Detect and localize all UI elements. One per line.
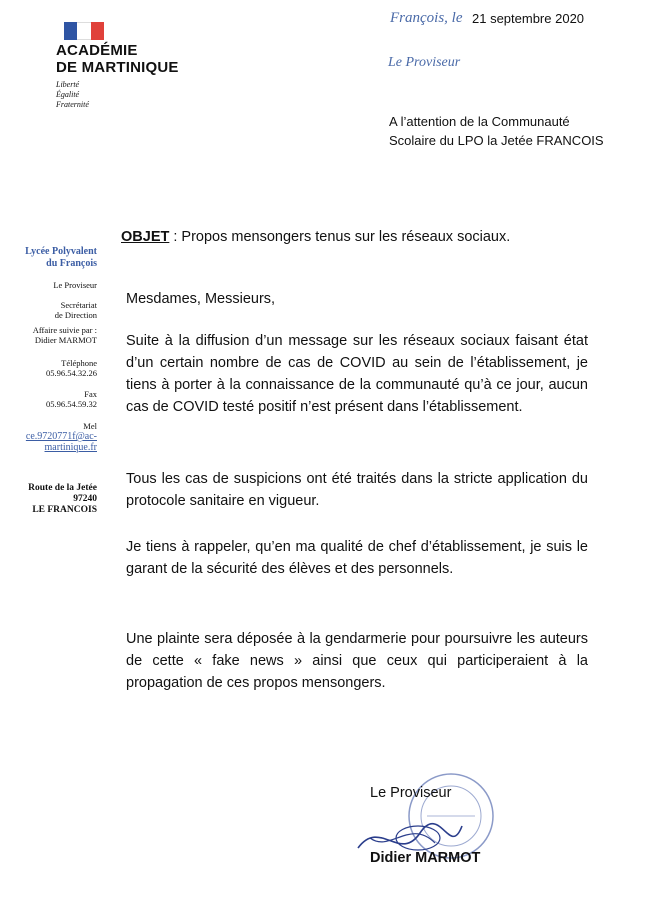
motto-liberte: Liberté [56, 80, 80, 89]
followed-name: Didier MARMOT [34, 335, 97, 345]
place-label: François, le [390, 10, 463, 26]
email-link[interactable] [26, 431, 97, 453]
side-followed-by [33, 325, 97, 345]
school-name [25, 246, 97, 270]
academy-line-2: DE MARTINIQUE [56, 59, 179, 76]
motto-fraternite: Fraternité [56, 100, 89, 109]
french-flag-logo [64, 22, 104, 40]
followed-label: Affaire suivie par : [32, 325, 97, 335]
secretariat-line-1: Secrétariat [60, 300, 97, 310]
phone-number: 05.96.54.32.26 [46, 368, 97, 378]
motto-egalite: Égalité [56, 90, 80, 99]
paragraph-covid-status: Suite à la diffusion d’un message sur les réseaux sociaux faisant état d’un certain nombre de cas de COVID au sein de l’établissement, je tiens à porter à la connaissance de la communauté qu’à ce jour, aucun cas de COVID testé positif n’est présent dans l’établissement. [126, 333, 588, 415]
academy-line-1: ACADÉMIE [56, 42, 138, 59]
paragraph-responsibility: Je tiens à rappeler, qu’en ma qualité de chef d’établissement, je suis le garant de la sécurité des élèves et des personnels. [126, 539, 588, 577]
email-line-1[interactable]: ce.9720771f@ac- [25, 431, 97, 442]
address-line-3: LE FRANCOIS [32, 505, 97, 515]
side-role: Le Proviseur [53, 280, 97, 290]
fax-number: 05.96.54.59.32 [46, 399, 97, 409]
email-line-2[interactable]: martinique.fr [44, 442, 97, 453]
phone-label: Téléphone [61, 358, 97, 368]
side-mel [26, 421, 97, 453]
school-line-2: du François [46, 258, 97, 269]
secretariat-line-2: de Direction [54, 310, 97, 320]
side-secretariat [55, 300, 97, 320]
subject-label: OBJET [121, 229, 170, 245]
signature-title: Le Proviseur [370, 785, 452, 801]
mel-label: Mel [83, 421, 97, 431]
letter-subject [121, 229, 510, 245]
school-line-1: Lycée Polyvalent [25, 246, 97, 257]
side-fax [46, 389, 97, 409]
recipient-line-1: A l’attention de la Communauté [389, 114, 570, 129]
academy-name [56, 42, 179, 76]
letter-date: 21 septembre 2020 [472, 11, 585, 26]
paragraph-protocol: Tous les cas de suspicions ont été traités dans la stricte application du protocole sanitaire en vigueur. [126, 471, 588, 509]
fax-label: Fax [84, 389, 97, 399]
school-address [28, 483, 97, 516]
address-line-1: Route de la Jetée [28, 483, 97, 493]
recipient-line-2: Scolaire du LPO la Jetée FRANCOIS [389, 133, 604, 148]
republic-motto [56, 80, 89, 110]
subject-text: : Propos mensongers tenus sur les réseaux sociaux. [169, 229, 511, 245]
address-line-2: 97240 [73, 494, 97, 504]
salutation: Mesdames, Messieurs, [126, 291, 276, 307]
signatory-script: Le Proviseur [388, 55, 461, 70]
signature-name: Didier MARMOT [370, 850, 481, 866]
recipient-block [389, 112, 604, 150]
paragraph-complaint: Une plainte sera déposée à la gendarmerie pour poursuivre les auteurs de cette « fake news » ainsi que ceux qui participeraient à la propagation de ces propos mensongers. [126, 631, 588, 691]
side-phone [46, 358, 97, 378]
